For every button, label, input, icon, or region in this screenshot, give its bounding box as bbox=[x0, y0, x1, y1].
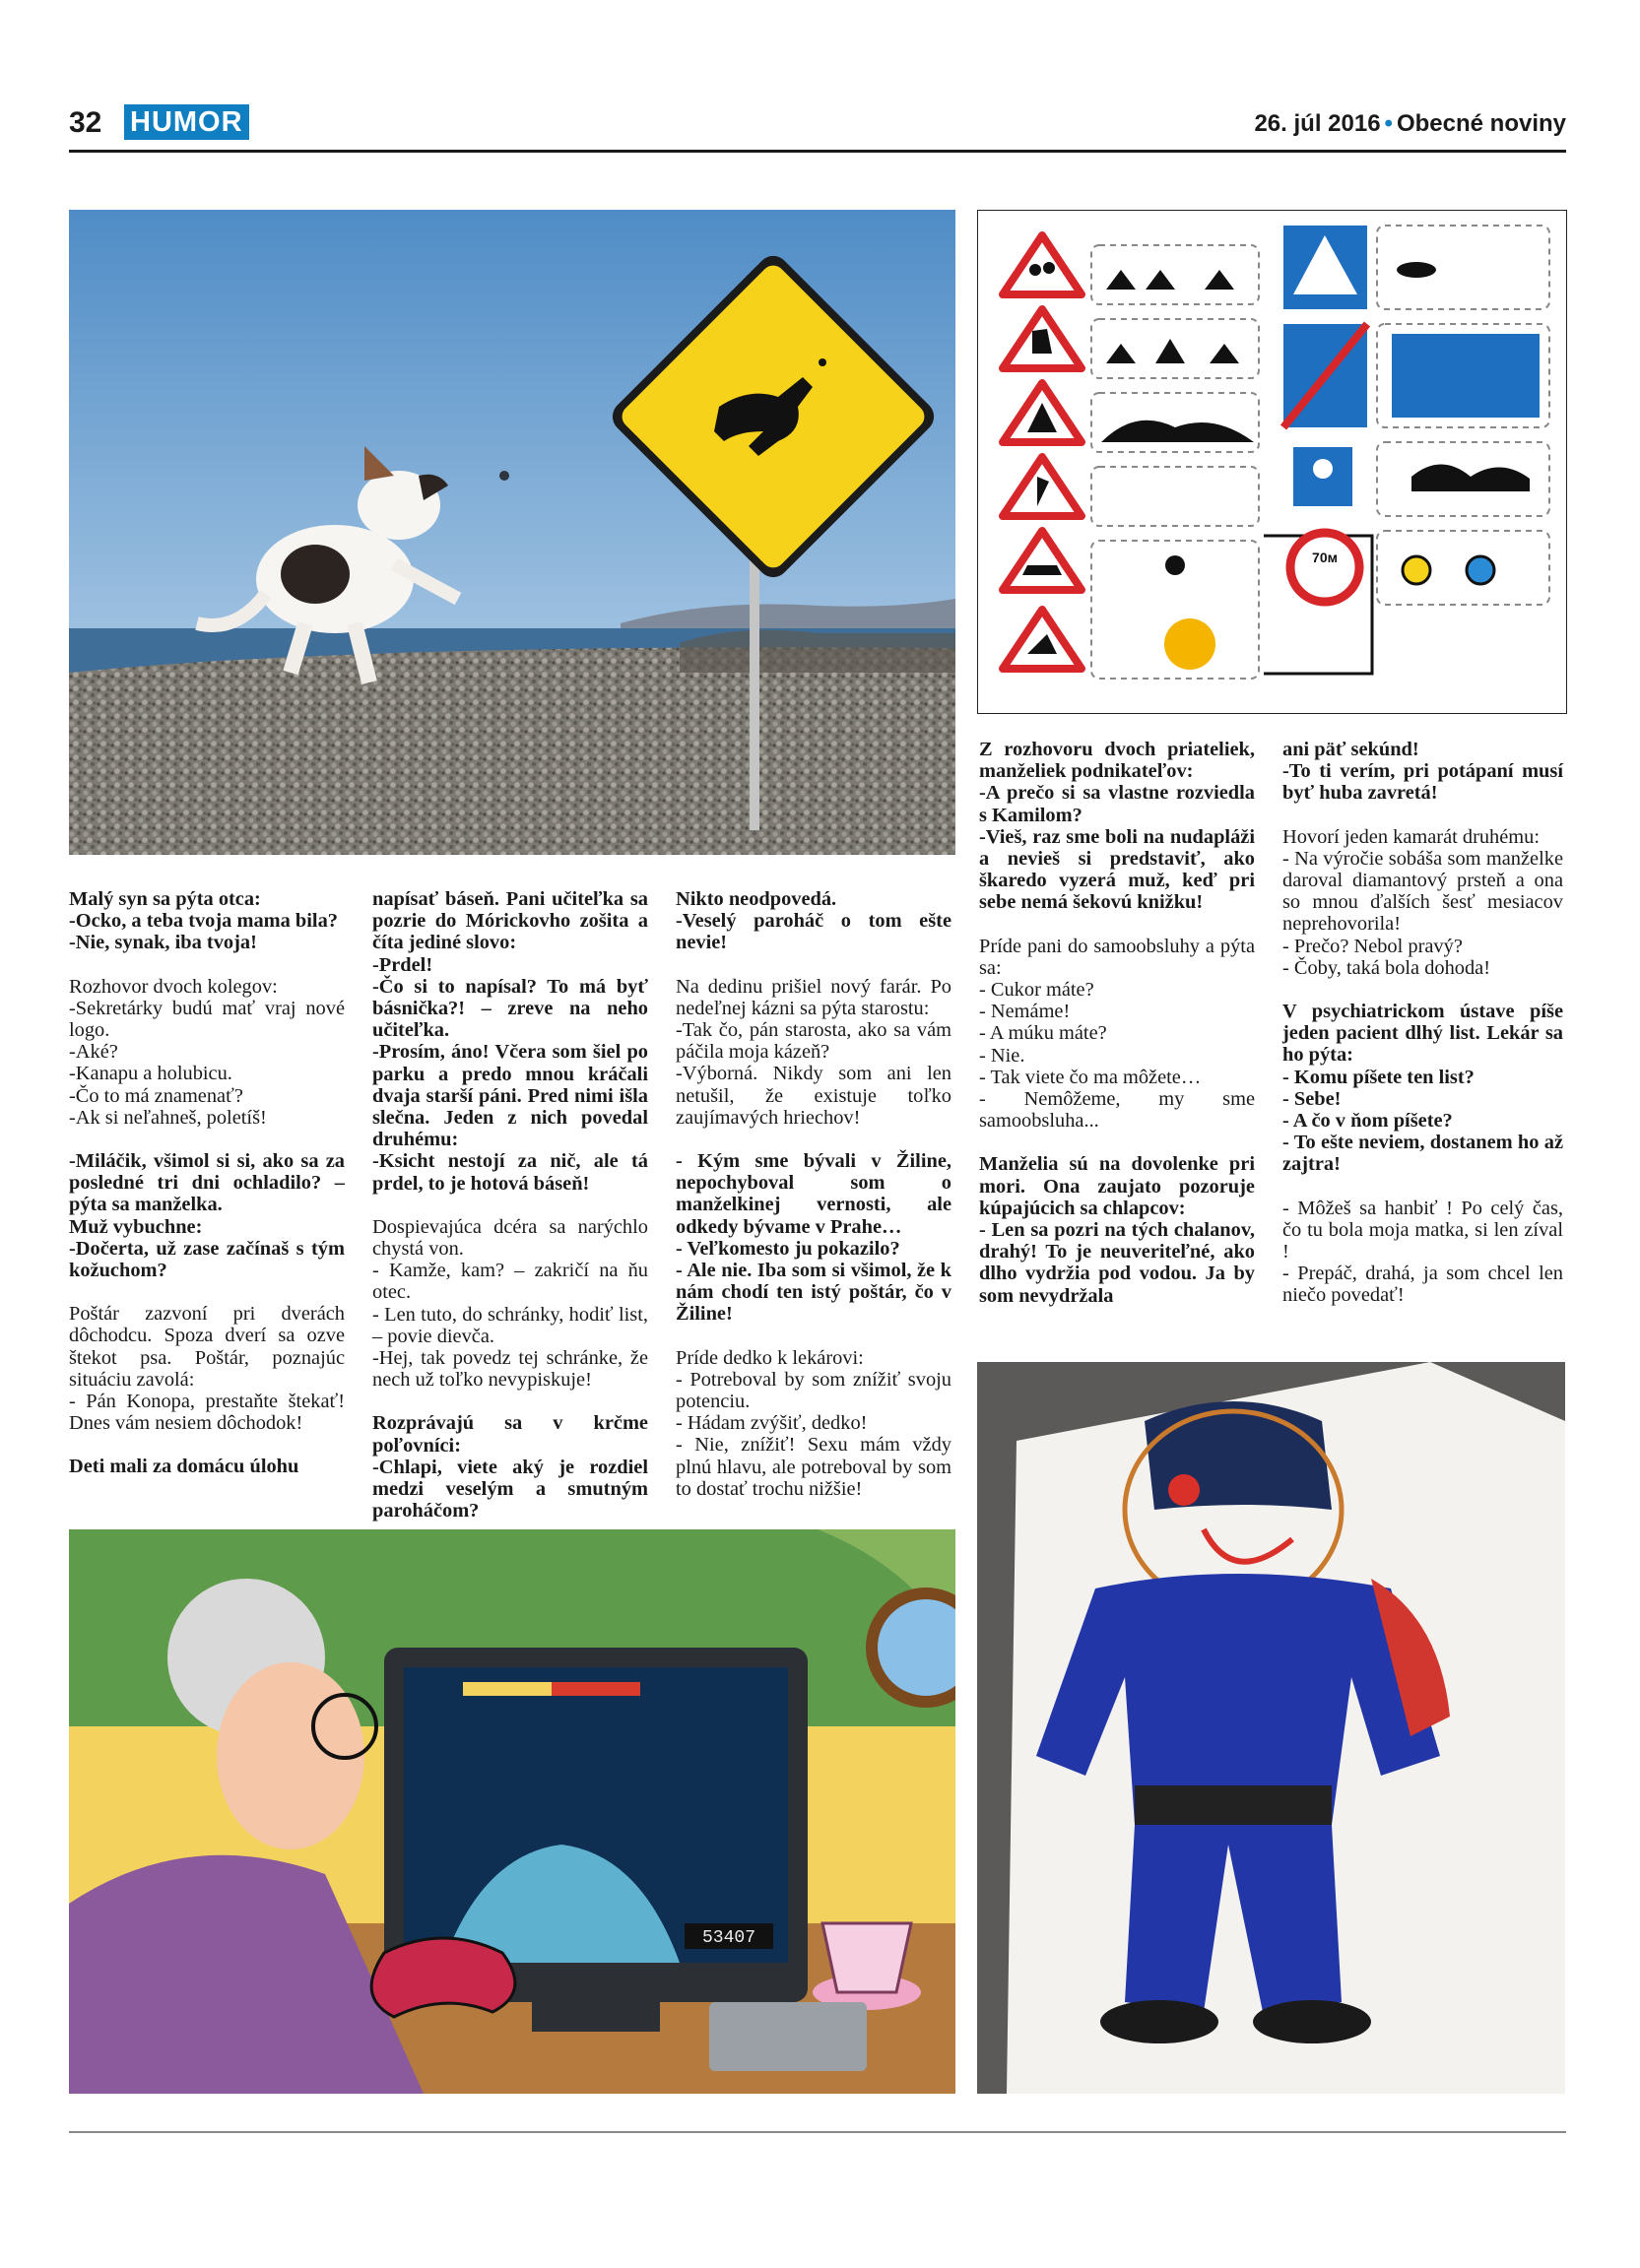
dog-photo-illustration bbox=[69, 210, 955, 855]
footer-rule bbox=[69, 2131, 1566, 2133]
joke-16: - Môžeš sa hanbiť ! Po celý čas, čo tu bola moja matka, si len zíval ! - Prepáč, drahá, ja som chcel len niečo povedať! bbox=[1282, 1197, 1563, 1307]
joke-2: Rozhovor dvoch kolegov: -Sekretárky budú mať vraj nové logo. -Aké? -Kanapu a holubicu. -Čo to má znamenať? -Ak si neľahneš, poletíš! bbox=[69, 975, 345, 1129]
joke-1-dialogue: -Ocko, a teba tvoja mama bila? -Nie, synak, iba tvoja! bbox=[69, 910, 338, 954]
joke-5-start: Deti mali za domácu úlohu bbox=[69, 1456, 299, 1478]
joke-6: Dospievajúca dcéra sa narýchlo chystá von. - Kamže, kam? – zakričí na ňu otec. - Len tuto, do schránky, hodiť list, – povie dievča. -Hej, tak povedz tej schránke, že nech už toľko nevypiskuje! bbox=[372, 1215, 648, 1392]
joke-8: Na dedinu prišiel nový farár. Po nedeľnej kázni sa pýta starostu: -Tak čo, pán starosta, ako sa vám páčila moja kázeň? -Výborná. Nikdy som ani len netušil, že existuje toľko zaujímavých hriechov! bbox=[676, 975, 951, 1129]
joke-9: - Kým sme bývali v Žiline, nepochyboval som o manželkinej vernosti, ale odkedy bývame v Prahe… - Veľkomesto ju pokazilo? - Ale nie. Iba som si všimol, že k nám chodí ten istý poštár, čo v Žiline! bbox=[676, 1150, 951, 1326]
joke-14: Hovorí jeden kamarát druhému: - Na výročie sobáša som manželke daroval diamantový prsteň a ona so mnou ďalších šesť mesiacov neprehovorila! - Prečo? Nebol pravý? - Čoby, taká bola dohoda! bbox=[1282, 825, 1563, 979]
joke-15: V psychiatrickom ústave píše jeden pacient dlhý list. Lekár sa ho pýta: - Komu píšete ten list? - Sebe! - A čo v ňom píšete? - To ešte neviem, dostanem ho až zajtra! bbox=[1282, 1001, 1563, 1176]
road-signs-panel bbox=[977, 210, 1567, 714]
sign-text-70: 70м bbox=[1312, 550, 1338, 565]
publication-name: Obecné noviny bbox=[1396, 110, 1566, 137]
child-drawing-illustration bbox=[977, 1362, 1565, 2094]
dog-photo bbox=[69, 210, 955, 855]
joke-13-start: Manželia sú na dovolenke pri mori. Ona zaujato pozoruje kúpajúcich sa chlapcov: - Len sa pozri na tých chalanov, drahý! To je neuveriteľné, ako dlho vydržia pod vodou. Ja by som nevydržala bbox=[979, 1153, 1255, 1307]
issue-date: 26. júl 2016 bbox=[1254, 110, 1381, 137]
joke-12: Príde pani do samoobsluhy a pýta sa: - Cukor máte? - Nemáme! - A múku máte? - Nie. - Tak viete čo ma môžete… - Nemôžeme, my sme samoobsluha... bbox=[979, 935, 1255, 1133]
grandma-cartoon bbox=[69, 1529, 955, 2094]
game-score: 53407 bbox=[701, 1928, 756, 1948]
grandma-cartoon-illustration bbox=[69, 1529, 955, 2094]
child-drawing bbox=[977, 1362, 1565, 2094]
text-column-5 bbox=[1282, 739, 1563, 1307]
joke-5-cont: napísať báseň. Pani učiteľka sa pozrie do Mórickovho zošita a číta jediné slovo: -Prdel! -Čo si to napísal? To má byť básnička?! – zreve na neho učiteľka. -Prosím, áno! Včera som šiel po parku a predo mnou kráčali dvaja starší páni. Pred nimi išla slečna. Jeden z nich povedal druhému: -Ksicht nestojí za nič, ale tá prdel, to je hotová báseň! bbox=[372, 888, 648, 1195]
joke-7-start: Rozprávajú sa v krčme poľovníci: -Chlapi, viete aký je rozdiel medzi veselým a smutným paroháčom? bbox=[372, 1412, 648, 1523]
joke-13-cont: ani päť sekúnd! -To ti verím, pri potápaní musí byť huba zavretá! bbox=[1282, 739, 1563, 805]
page-number: 32 bbox=[69, 106, 102, 139]
text-column-4 bbox=[979, 739, 1255, 1307]
joke-4: Poštár zazvoní pri dverách dôchodcu. Spoza dverí sa ozve štekot psa. Poštár, poznajúc situáciu zavolá: - Pán Konopa, prestaňte štekať! Dnes vám nesiem dôchodok! bbox=[69, 1303, 345, 1435]
joke-10: Príde dedko k lekárovi: - Potreboval by som znížiť svoju potenciu. - Hádam zvýšiť, dedko! - Nie, znížiť! Sexu mám vždy plnú hlavu, ale potreboval by som to dostať trochu nižšie! bbox=[676, 1346, 951, 1500]
joke-1-intro: Malý syn sa pýta otca: bbox=[69, 888, 261, 910]
joke-3: -Miláčik, všimol si si, ako sa za posledné tri dni ochladilo? – pýta sa manželka. Muž vybuchne: -Dočerta, už zase začínaš s tým kožuchom? bbox=[69, 1150, 345, 1282]
issue-info bbox=[1254, 110, 1566, 138]
joke-7-cont: Nikto neodpovedá. -Veselý paroháč o tom ešte nevie! bbox=[676, 888, 951, 954]
separator-dot: • bbox=[1384, 110, 1393, 137]
text-column-3 bbox=[676, 888, 951, 1500]
text-column-1 bbox=[69, 888, 345, 1478]
text-column-2 bbox=[372, 888, 648, 1522]
joke-11: Z rozhovoru dvoch priateliek, manželiek podnikateľov: -A prečo si sa vlastne rozviedla s Kamilom? -Vieš, raz sme boli na nudapláži a nevieš si predstaviť, ako škaredo vyzerá muž, keď pri sebe nemá šekovú knižku! bbox=[979, 739, 1255, 914]
section-tag: HUMOR bbox=[124, 104, 249, 140]
road-signs-illustration bbox=[978, 211, 1566, 713]
page-header bbox=[69, 98, 1566, 153]
